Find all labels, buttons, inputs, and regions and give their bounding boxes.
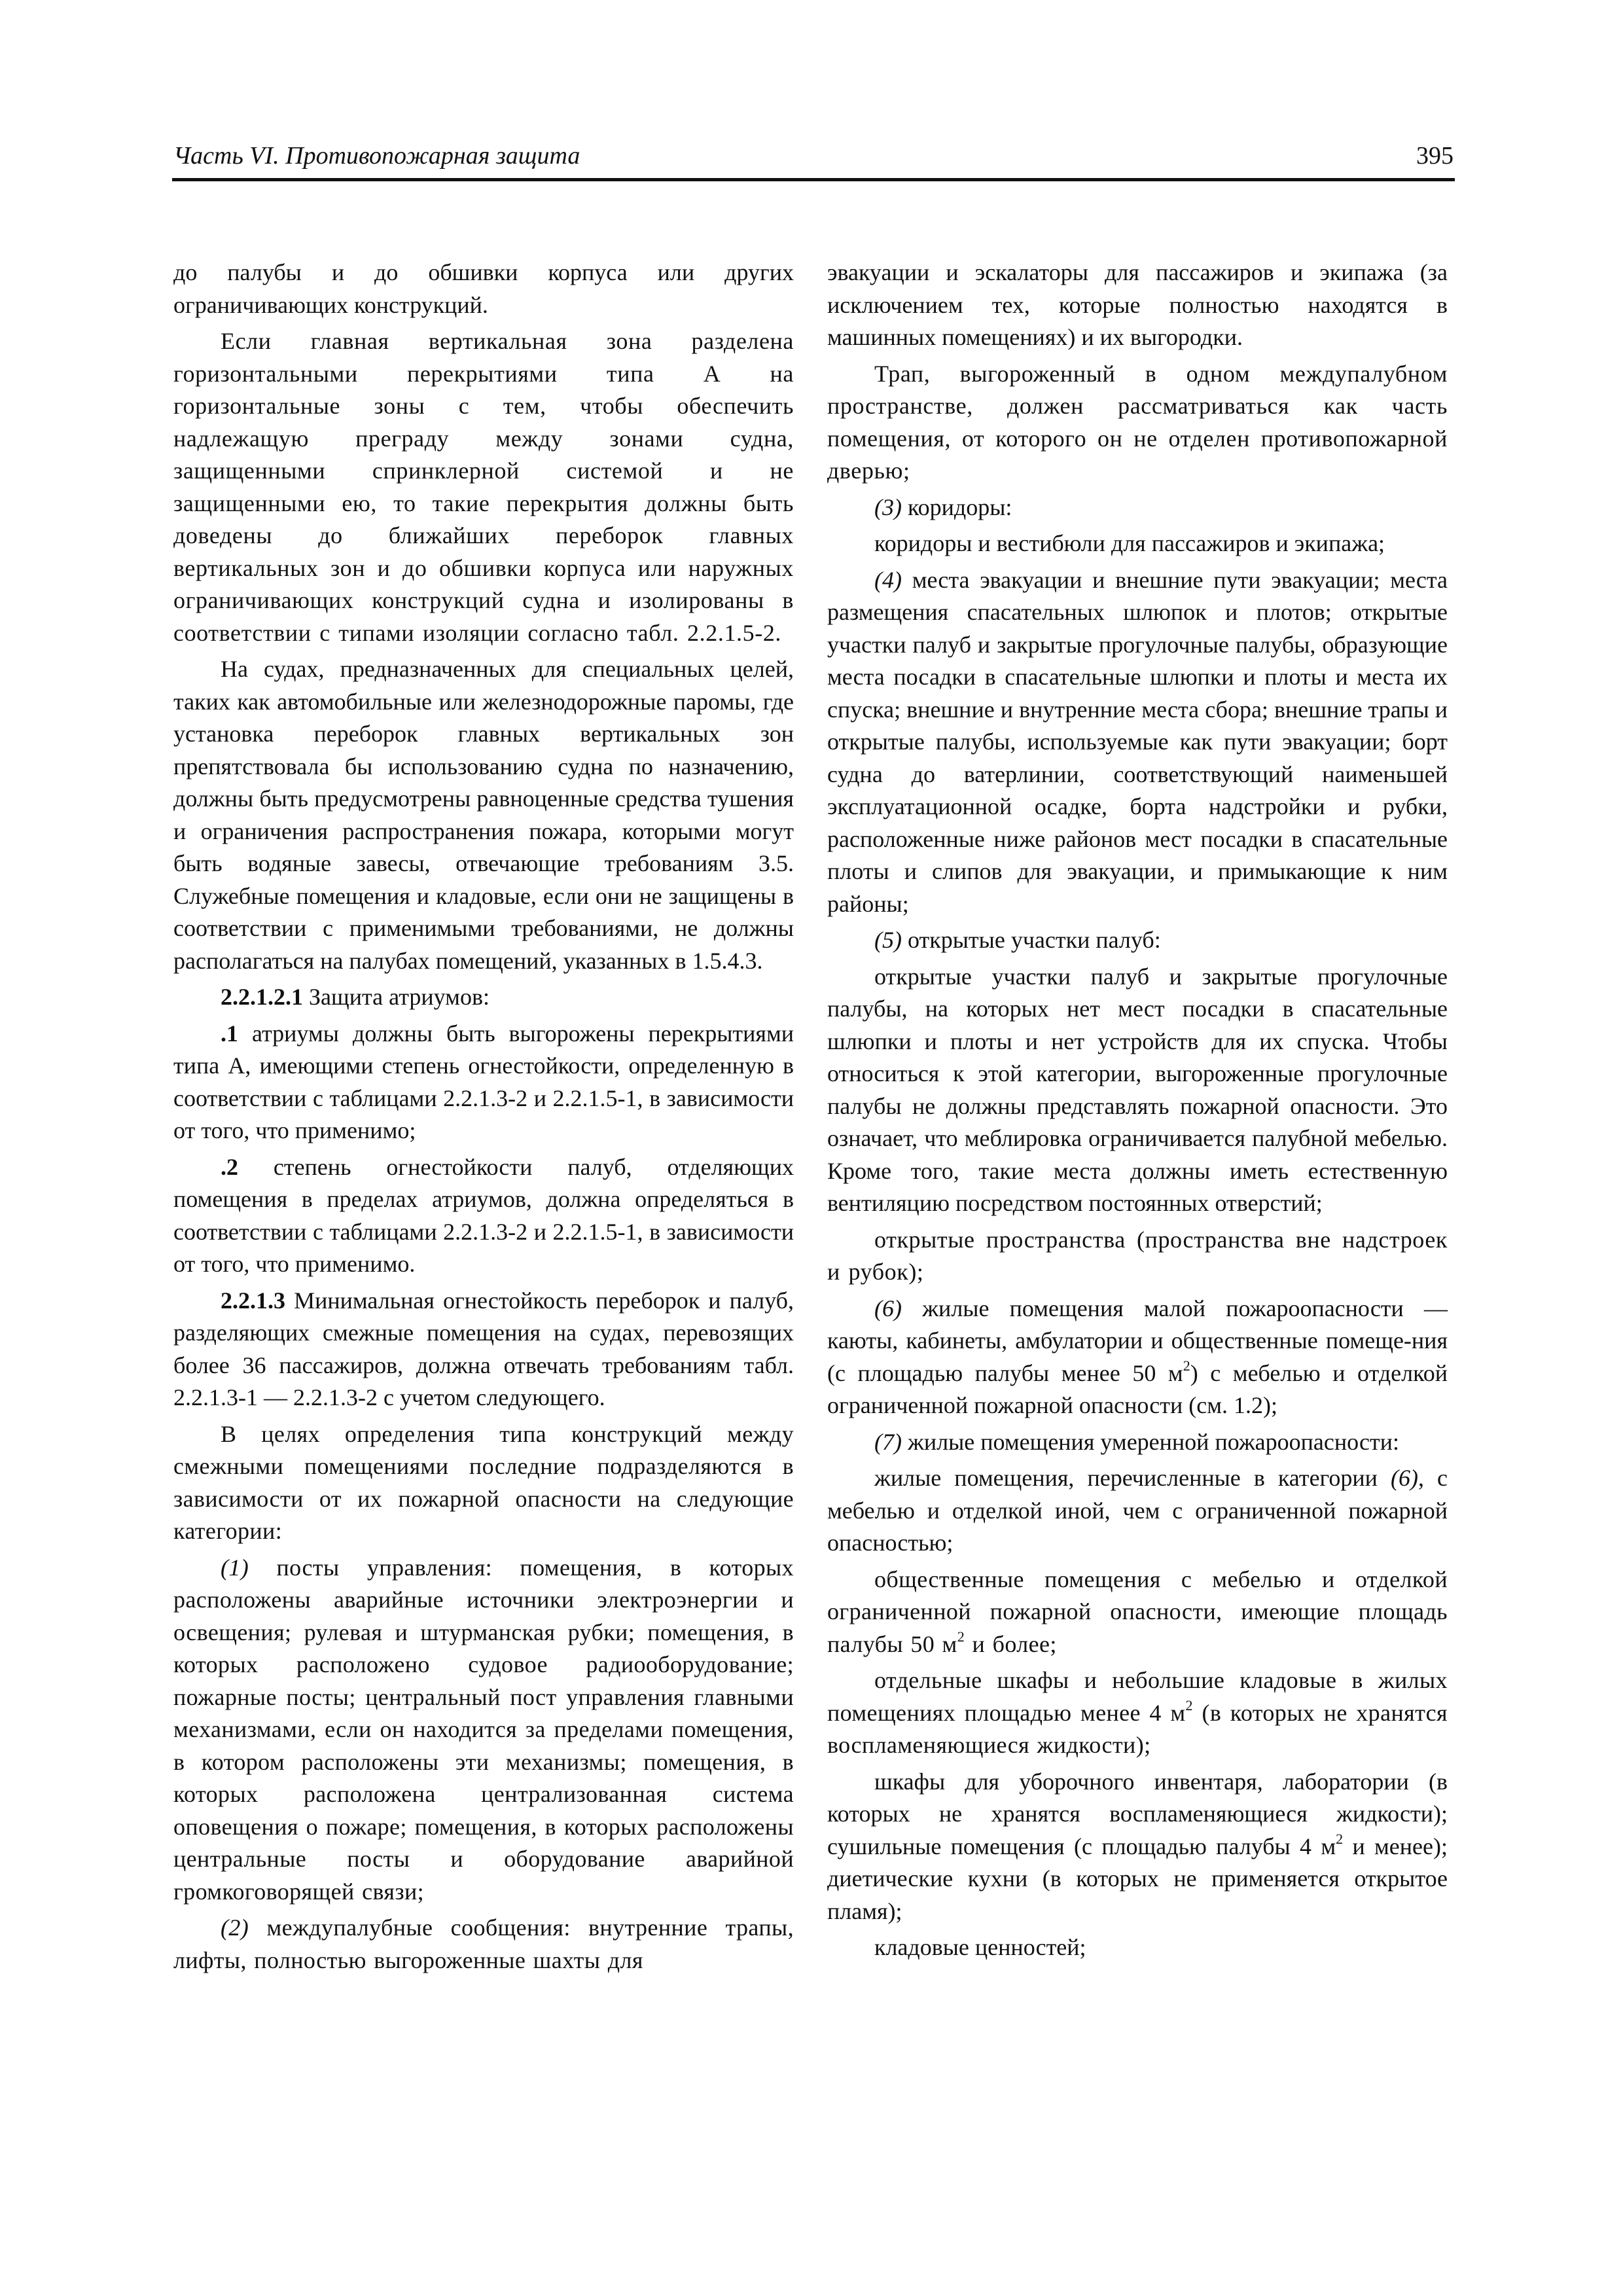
paragraph: На судах, предназначенных для специальных целей, таких как автомобильные или железнодорожные паромы, где установка переборок главных вертикальных зон препятствовала бы использованию судна по назначению, должны быть предусмотрены равноценные средства тушения и ограничения распространения пожара, которыми могут быть водяные завесы, отвечающие требованиям 3.5. Служебные помещения и кладовые, если они не защищены в соответствии с применимыми требованиями, не должны располагаться на палубах помещений, указанных в 1.5.4.3.: [173, 656, 794, 974]
section-2-2-1-2-1: [173, 981, 794, 1014]
category-text: жилые помещения умеренной пожароопасности:: [901, 1428, 1400, 1455]
item-number: .1: [221, 1020, 238, 1047]
superscript: 2: [1336, 1830, 1344, 1847]
category-number: (1): [221, 1554, 249, 1581]
category-3: [827, 492, 1448, 524]
section-text: Минимальная огнестойкость переборок и палуб, разделяющих смежные помещения на судах, перевозящих более 36 пассажиров, должна отвечать требованиям табл. 2.2.1.3-1 — 2.2.1.3-2 с учетом следующего.: [173, 1287, 794, 1410]
paragraph: кладовые ценностей;: [874, 1934, 1086, 1960]
section-2-2-1-3: [173, 1285, 794, 1414]
text-part: общественные помещения с мебелью и отделкой ограниченной пожарной опасности, имеющие площадь палубы 50 м: [827, 1566, 1448, 1657]
text-part: отдельные шкафы и небольшие кладовые в жилых помещениях площадью менее 4 м: [827, 1667, 1448, 1726]
item-number: .2: [221, 1153, 238, 1180]
category-number: (2): [221, 1914, 249, 1941]
category-5: [827, 924, 1448, 957]
text-part: и менее); диетические кухни (в которых не применяется открытое пламя);: [827, 1833, 1448, 1924]
category-number: (6): [874, 1295, 902, 1321]
list-item: [173, 1151, 794, 1281]
running-header: [172, 136, 1455, 181]
category-text: ) с мебелью и отделкой ограниченной пожарной опасности (см. 1.2);: [827, 1359, 1448, 1418]
text-part: жилые помещения, перечисленные в категории: [874, 1465, 1391, 1491]
category-number: (5): [874, 927, 902, 953]
paragraph: Трап, выгороженный в одном междупалубном пространстве, должен рассматриваться как часть помещения, от которого он не отделен противопожарной дверью;: [827, 360, 1448, 484]
list-item: [173, 1018, 794, 1147]
text-part: , с мебелью и отделкой иной, чем с ограниченной пожарной опасностью;: [827, 1465, 1448, 1556]
paragraph: коридоры и вестибюли для пассажиров и экипажа;: [874, 530, 1385, 556]
paragraph: [827, 1462, 1448, 1560]
category-text: коридоры:: [901, 493, 1012, 520]
category-number: (4): [874, 566, 902, 593]
superscript: 2: [1183, 1357, 1190, 1374]
left-column: [173, 257, 794, 1981]
text-part: шкафы для уборочного инвентаря, лаборатории (в которых не хранятся воспламеняющиеся жидкости); сушильные помещения (с площадью палубы 4 м: [827, 1768, 1448, 1859]
paragraph: до палубы и до обшивки корпуса или других ограничивающих конструкций.: [173, 259, 794, 318]
superscript: 2: [1185, 1696, 1193, 1713]
text-part: (в которых не хранятся воспламеняющиеся жидкости);: [827, 1699, 1448, 1758]
paragraph: [827, 1564, 1448, 1661]
superscript: 2: [957, 1628, 965, 1645]
text-part: и более;: [965, 1630, 1057, 1657]
right-column: [827, 257, 1448, 1968]
category-text: посты управления: помещения, в которых расположены аварийные источники электроэнергии и освещения; рулевая и штурманская рубки; помещения, в которых расположено судовое радиооборудование; пожарные посты; центральный пост управления главными механизмами, если он находится за пределами помещения, в котором расположены эти механизмы; помещения, в которых расположена централизованная система оповещения о пожаре; помещения, в которых расположены центральные посты и оборудование аварийной громкоговорящей связи;: [173, 1554, 794, 1905]
category-number: (3): [874, 493, 902, 520]
paragraph: [827, 1664, 1448, 1762]
category-text: места эвакуации и внешние пути эвакуации; места размещения спасательных шлюпок и плотов; открытые участки палуб и закрытые прогулочные палубы, образующие места посадки в спасательные шлюпки и плоты и места их спуска; внешние и внутренние места сбора; внешние трапы и открытые палубы, используемые как пути эвакуации; борт судна до ватерлинии, соответствующий наименьшей эксплуатационной осадке, борта надстройки и рубки, расположенные ниже районов мест посадки в спасательные плоты и слипов для эвакуации, и примыкающие к ним районы;: [827, 566, 1448, 917]
category-7: [827, 1426, 1448, 1459]
category-number: (7): [874, 1428, 902, 1455]
paragraph: Если главная вертикальная зона разделена горизонтальными перекрытиями типа А на горизонтальные зоны с тем, чтобы обеспечить надлежащую преграду между зонами судна, защищенными спринклерной системой и не защищенными ею, то такие перекрытия должны быть доведены до ближайших переборок главных вертикальных зон и до обшивки корпуса или наружных ограничивающих конструкций судна и изолированы в соответствии с типами изоляции согласно табл. 2.2.1.5-2.: [173, 328, 794, 646]
category-4: [827, 564, 1448, 921]
category-text: междупалубные сообщения: внутренние трапы, лифты, полностью выгороженные шахты для: [173, 1914, 794, 1973]
header-title: Часть VI. Противопожарная защита: [173, 142, 580, 170]
paragraph: В целях определения типа конструкций между смежными помещениями последние подразделяются в зависимости от их пожарной опасности на следующие категории:: [173, 1420, 794, 1544]
category-6: [827, 1293, 1448, 1422]
page-number: 395: [1416, 142, 1454, 170]
category-2: [173, 1912, 794, 1977]
item-text: степень огнестойкости палуб, отделяющих помещения в пределах атриумов, должна определяться в соответствии с таблицами 2.2.1.3-2 и 2.2.1.5-1, в зависимости от того, что применимо.: [173, 1153, 794, 1277]
paragraph: открытые пространства (пространства вне надстроек и рубок);: [827, 1226, 1448, 1285]
section-number: 2.2.1.2.1: [221, 984, 303, 1010]
category-text: открытые участки палуб:: [901, 927, 1161, 953]
category-reference: (6): [1391, 1465, 1418, 1491]
section-text: Защита атриумов:: [303, 984, 490, 1010]
paragraph: [827, 1766, 1448, 1928]
section-number: 2.2.1.3: [221, 1287, 285, 1314]
paragraph: открытые участки палуб и закрытые прогулочные палубы, на которых нет мест посадки в спасательные шлюпки и плоты и нет устройств для их спуска. Чтобы относиться к этой категории, выгороженные прогулочные палубы не должны представлять пожарной опасности. Это означает, что меблировка ограничивается палубной мебелью. Кроме того, такие места должны иметь естественную вентиляцию посредством постоянных отверстий;: [827, 963, 1448, 1216]
paragraph: эвакуации и эскалаторы для пассажиров и экипажа (за исключением тех, которые полностью находятся в машинных помещениях) и их выгородки.: [827, 259, 1448, 350]
category-1: [173, 1552, 794, 1909]
category-text: жилые помещения малой пожароопасности — каюты, кабинеты, амбулатории и общественные помеще-ния (с площадью палубы менее 50 м: [827, 1295, 1448, 1386]
item-text: атриумы должны быть выгорожены перекрытиями типа А, имеющими степень огнестойкости, определенную в соответствии с таблицами 2.2.1.3-2 и 2.2.1.5-1, в зависимости от того, что применимо;: [173, 1020, 794, 1143]
